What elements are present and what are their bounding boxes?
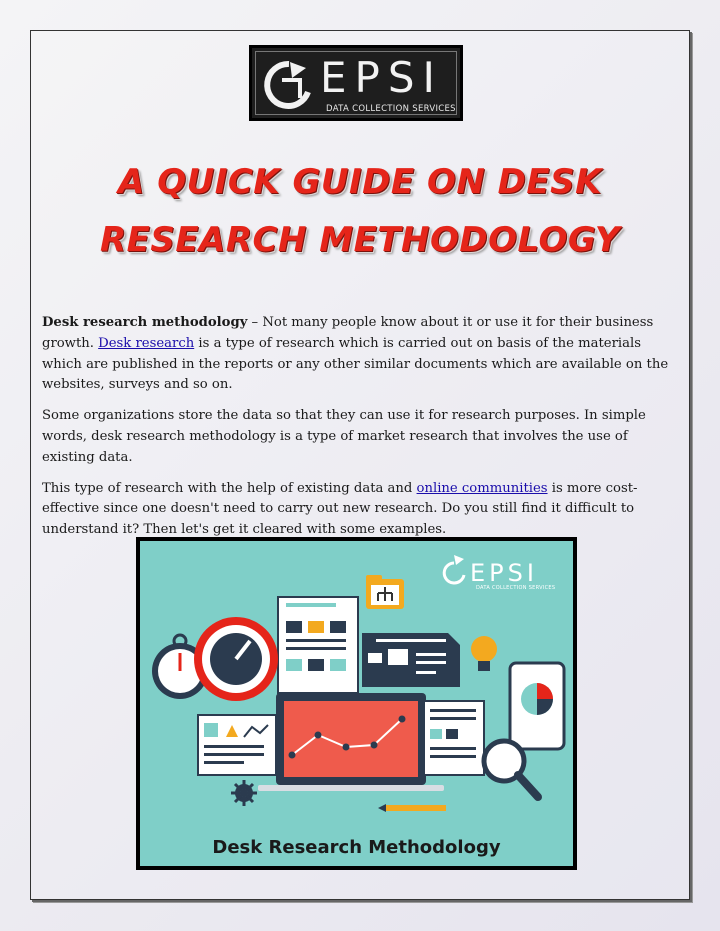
hero-canvas — [140, 541, 573, 866]
light-bulb-icon — [471, 636, 497, 671]
title-line-2: RESEARCH METHODOLOGY — [99, 220, 621, 260]
p3-text-1: This type of research with the help of existing data and — [42, 480, 417, 496]
logo-mark-icon — [262, 58, 316, 112]
lead-term: Desk research methodology — [42, 315, 248, 330]
paragraph-2: Some organizations store the data so that they can use it for research purposes. In simple words, desk research methodology is a type of market research that involves the use of existing data. — [42, 408, 646, 465]
hero-logo-brand: EPSI — [470, 559, 538, 587]
laptop-line-chart-icon — [258, 693, 444, 791]
hero-illustration — [136, 537, 577, 870]
p1-text-2: is a type of research which is carried out on basis of the materials which are published in the reports or any other similar documents which are available on the websites, surveys and so on. — [42, 335, 669, 393]
logo-brand-text: EPSI — [320, 53, 443, 102]
paragraph-3 — [42, 479, 678, 541]
pencil-icon — [378, 804, 446, 812]
hero-caption: Desk Research Methodology — [212, 837, 501, 858]
p1-text-1: – Not many people know about it or use it for their business growth. — [42, 315, 654, 351]
speedometer-icon — [194, 617, 278, 701]
gear-icon — [231, 780, 257, 806]
flowchart-sheet-icon — [362, 633, 460, 687]
report-sheet-icon — [278, 597, 358, 693]
epsi-logo — [249, 45, 463, 121]
tablet-pie-chart-icon — [510, 663, 564, 749]
online-communities-link[interactable]: online communities — [416, 480, 548, 496]
article-body — [42, 313, 678, 551]
desk-research-link[interactable]: Desk research — [98, 335, 195, 351]
dashboard-sheet-icon — [198, 715, 276, 775]
folder-icon — [366, 575, 404, 609]
paragraph-1 — [42, 313, 678, 396]
hero-logo-mark-icon — [444, 555, 464, 583]
data-sheet-icon — [424, 701, 484, 775]
p3-text-2: is more cost-effective since one doesn't need to carry out new research. Do you still find it difficult to understand it? Then let's get it cleared with some examples. — [42, 480, 638, 538]
page-title — [60, 153, 660, 269]
hero-logo-tagline: DATA COLLECTION SERVICES — [476, 585, 556, 591]
logo-tagline: DATA COLLECTION SERVICES — [326, 104, 456, 114]
title-line-1: A QUICK GUIDE ON DESK — [118, 162, 602, 202]
